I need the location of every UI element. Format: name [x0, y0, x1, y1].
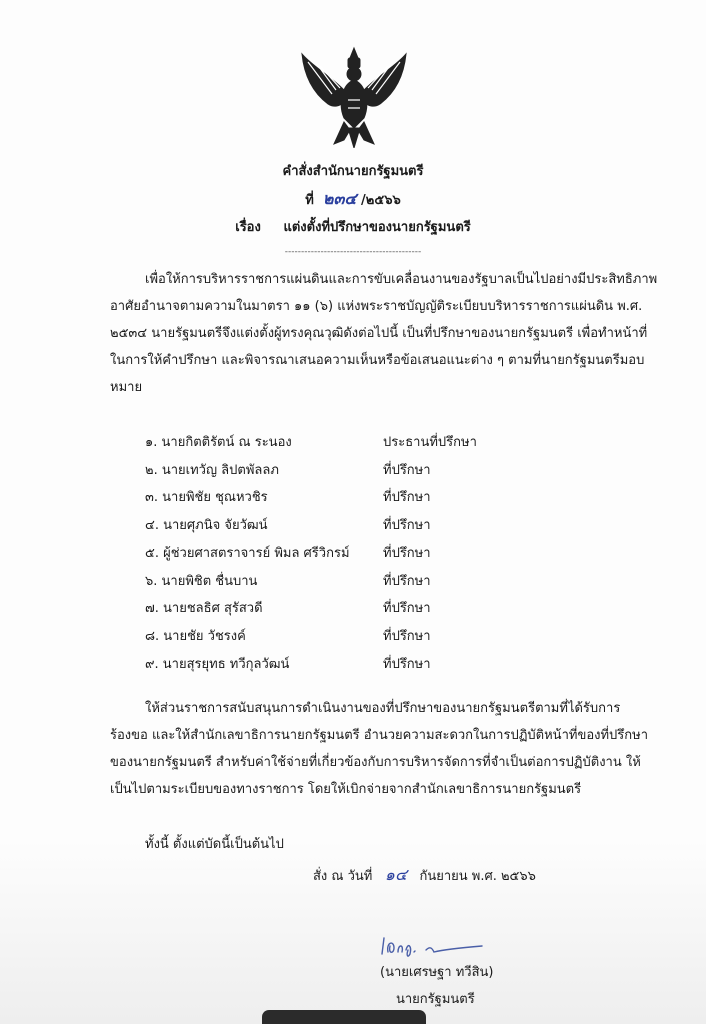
appointee-name: ๑. นายกิตติรัตน์ ณ ระนอง: [145, 435, 292, 450]
appointee-role: ที่ปรึกษา: [383, 601, 431, 617]
paragraph-line: และพิจารณาเสนอความเห็นหรือข้อเสนอแนะต่าง ๆ ตามที่นายกรัฐมนตรีมอบหมาย: [110, 353, 645, 395]
order-number: [0, 187, 706, 212]
appointee-role: ที่ปรึกษา: [383, 573, 431, 589]
appointee-list: [145, 429, 658, 678]
appointee-role: ที่ปรึกษา: [383, 490, 431, 506]
number-suffix: /๒๕๖๖: [361, 193, 401, 208]
effective-statement: ทั้งนี้ ตั้งแต่บัดนี้เป็นต้นไป: [145, 837, 284, 853]
subject-label: เรื่อง: [235, 220, 261, 235]
garuda-emblem-icon: [298, 44, 410, 148]
handwritten-number: ๒๓๔: [322, 189, 357, 208]
appointee-name: ๘. นายชัย วัชรงค์: [145, 628, 246, 644]
paragraph-line: และให้สำนักเลขาธิการนายกรัฐมนตรี อำนวยความสะดวกในการปฏิบัติหน้าที่ของที่ปรึกษาของนายกรัฐมนตรี: [110, 728, 649, 771]
appointee-name: ๙. นายสุรยุทธ ทวีกุลวัฒน์: [145, 656, 290, 672]
home-indicator[interactable]: [262, 1010, 426, 1024]
date-rest: กันยายน พ.ศ. ๒๕๖๖: [419, 869, 536, 884]
appointee-row: [145, 595, 658, 623]
appointee-row: [145, 540, 658, 568]
subject-text: แต่งตั้งที่ปรึกษาของนายกรัฐมนตรี: [283, 220, 471, 235]
paragraph-line: ให้ส่วนราชการสนับสนุนการดำเนินงานของที่ปรึกษาของนายกรัฐมนตรีตามที่ได้รับการร้องขอ: [110, 701, 621, 744]
paragraph-line: อาศัยอำนาจตามความในมาตรา ๑๑ (๖) แห่งพระราชบัญญัติระเบียบบริหารราชการแผ่นดิน พ.ศ. ๒๕๓๔: [110, 299, 643, 341]
divider: ------------------------------------------: [284, 247, 422, 257]
appointee-name: ๓. นายพิชัย ชุณหวชิร: [145, 490, 268, 506]
appointee-row: [145, 512, 658, 540]
paragraph-line: โดยให้เบิกจ่ายจากสำนักเลขาธิการนายกรัฐมนตรี: [307, 782, 582, 798]
handwritten-day: ๑๔: [384, 865, 408, 884]
appointee-role: ที่ปรึกษา: [383, 656, 431, 672]
signatory-position: นายกรัฐมนตรี: [396, 992, 475, 1007]
appointee-row: [145, 568, 658, 596]
paragraph-2: [110, 695, 658, 803]
handwritten-signature: [378, 928, 488, 960]
date-prefix: สั่ง ณ วันที่: [313, 869, 373, 884]
paragraph-line: นายรัฐมนตรีจึงแต่งตั้งผู้ทรงคุณวุฒิดังต่อไปนี้ เป็นที่ปรึกษาของนายกรัฐมนตรี เพื่อทำหน้าที่ในการให้คำปรึกษา: [110, 326, 648, 368]
paragraph-line: สำหรับค่าใช้จ่ายที่เกี่ยวข้องกับการบริหารจัดการที่จำเป็นต่อการปฏิบัติงาน ให้เป็นไปตามระเบียบของทางราชการ: [110, 755, 641, 798]
order-date: [313, 863, 536, 888]
appointee-role: ที่ปรึกษา: [383, 518, 431, 534]
paragraph-line: เพื่อให้การบริหารราชการแผ่นดินและการขับเคลื่อนงานของรัฐบาลเป็นไปอย่างมีประสิทธิภาพ: [145, 272, 658, 287]
signatory-name: (นายเศรษฐา ทวีสิน): [380, 965, 494, 980]
appointee-name: ๗. นายชลธิศ สุรัสวดี: [145, 601, 263, 617]
appointee-row: [145, 623, 658, 651]
paragraph-1: [110, 266, 658, 401]
appointee-row: [145, 484, 658, 512]
order-body: [110, 266, 658, 858]
appointee-role: ประธานที่ปรึกษา: [383, 435, 477, 450]
appointee-role: ที่ปรึกษา: [383, 545, 431, 561]
appointee-role: ที่ปรึกษา: [383, 462, 431, 478]
appointee-row: [145, 651, 658, 679]
appointee-row: [145, 457, 658, 485]
appointee-row: [145, 429, 658, 457]
appointee-name: ๕. ผู้ช่วยศาสตราจารย์ พิมล ศรีวิกรม์: [145, 545, 350, 561]
order-title: คำสั่งสำนักนายกรัฐมนตรี: [282, 164, 424, 179]
appointee-role: ที่ปรึกษา: [383, 628, 431, 644]
appointee-name: ๔. นายศุภนิจ จัยวัฒน์: [145, 518, 268, 534]
appointee-name: ๒. นายเทวัญ ลิปตพัลลภ: [145, 462, 279, 478]
number-prefix: ที่: [305, 193, 314, 208]
appointee-name: ๖. นายพิชิต ชื่นบาน: [145, 573, 258, 589]
order-subject: [0, 216, 706, 237]
